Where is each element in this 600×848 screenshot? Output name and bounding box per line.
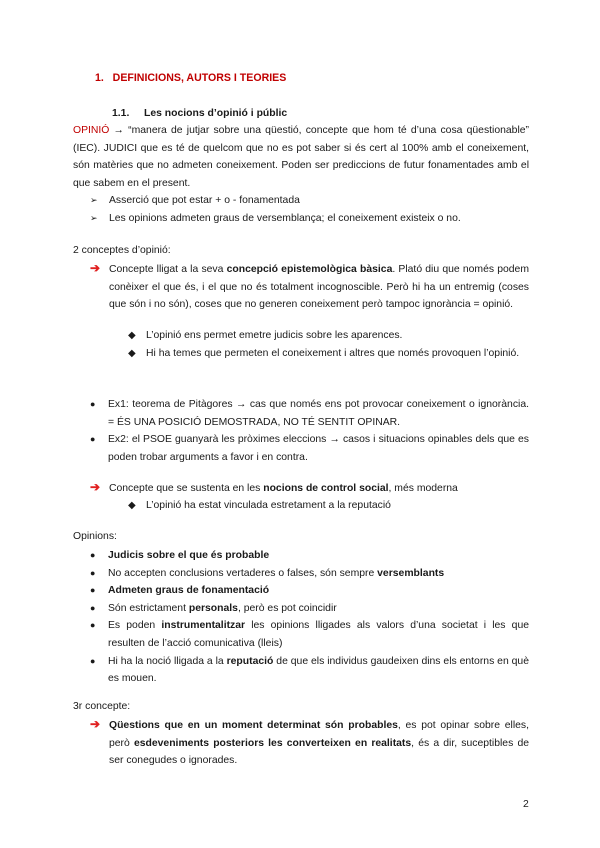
concept3-item — [90, 717, 529, 770]
bullet-icon: ● — [90, 620, 96, 631]
list-item — [90, 600, 529, 618]
list-item — [90, 547, 529, 565]
definition-points — [90, 192, 529, 227]
list-item — [90, 565, 529, 583]
list-item — [128, 497, 529, 515]
bullet-icon: ● — [90, 399, 96, 409]
list-item-text: Les opinions admeten graus de versemblança; el coneixement existeix o no. — [109, 212, 461, 224]
bullet-icon: ● — [90, 434, 96, 445]
concept3-text-bold2: esdeveniments posteriors les converteixen en realitats — [133, 737, 412, 749]
concepts-intro: 2 conceptes d’opinió: — [73, 245, 171, 256]
list-item-text: L’opinió ens permet emetre judicis sobre les aparences. — [146, 330, 403, 341]
diamond-bullet-icon: ◆ — [128, 500, 136, 511]
concept3-block — [90, 717, 529, 770]
list-item-text-pre: No accepten conclusions vertaderes o falses, són sempre — [108, 567, 378, 579]
list-item-text: Ex2: el PSOE guanyarà les pròximes eleccions → casos i situacions opinables dels que es poden trobar arguments a favor i en contra. — [108, 434, 529, 463]
bullet-icon: ● — [90, 550, 96, 560]
bullet-icon: ● — [90, 655, 96, 666]
list-item-text-bold: personals — [188, 602, 238, 614]
list-item-text-post: , però es pot coincidir — [237, 602, 337, 614]
arrowhead-bullet-icon: ➢ — [90, 195, 98, 205]
subsection-number: 1.1. — [112, 108, 130, 119]
list-item-text-post: les opinions lligades als valors d’una societat i les que resulten de l’acció comunicativa (lleis) — [108, 620, 529, 649]
red-arrow-icon: ➔ — [90, 480, 101, 494]
list-item-text: Ex1: teorema de Pitàgores → cas que només ens pot provocar coneixement o ignorància. = ÉS UNA POSICIÓ DEMOSTRADA, NO TÉ SENTIT OPINAR. — [108, 399, 529, 428]
list-item-text-bold: reputació — [226, 655, 274, 667]
section-heading: 1. DEFINICIONS, AUTORS I TEORIES — [95, 72, 287, 84]
red-arrow-icon: ➔ — [90, 261, 101, 275]
concept2-text-bold: nocions de control social — [263, 483, 389, 494]
diamond-bullet-icon: ◆ — [128, 330, 136, 341]
list-item-text: Asserció que pot estar + o - fonamentada — [109, 195, 300, 206]
opinio-term: OPINIÓ — [73, 125, 110, 136]
list-item-text-pre: Hi ha la noció lligada a la — [108, 655, 227, 667]
concept2-text-post: , més moderna — [388, 483, 458, 494]
concept1-block — [90, 261, 529, 314]
concept1-item — [90, 261, 529, 314]
list-item — [90, 431, 529, 466]
list-item — [90, 617, 529, 652]
concept2-item — [90, 480, 529, 498]
concept1-text-post: . Plató diu que només podem conèixer el que és, i el que no és totalment incognoscible. Però hi ha un entremig (coses que són i no són), coses que no generen coneixement però tampoc ignorància = opinió. — [109, 264, 529, 311]
list-item-text-bold: Judicis sobre el que és probable — [108, 550, 270, 561]
bullet-icon: ● — [90, 585, 96, 596]
concept3-intro: 3r concepte: — [73, 701, 131, 712]
list-item-text: Hi ha temes que permeten el coneixement i altres que només provoquen l’opinió. — [146, 347, 520, 359]
bullet-icon: ● — [90, 567, 96, 578]
concept1-subpoints — [128, 327, 529, 362]
opinio-definition-text: “manera de jutjar sobre una qüestió, concepte que hom té d’una cosa qüestionable” (IEC). JUDICI que es té de quelcom que no es pot saber si és cert al 100% amb el coneixement, són matèries que no admeten coneixement. Poden ser prediccions de futur fonamentades amb el que sabem en el present. — [73, 125, 529, 189]
list-item — [90, 210, 529, 228]
examples-list — [90, 396, 529, 466]
list-item-text-pre: Són estrictament — [108, 602, 189, 614]
opinio-definition — [73, 122, 529, 192]
diamond-bullet-icon: ◆ — [128, 347, 136, 359]
opinio-arrow: → — [109, 125, 129, 136]
concept3-text-post: , és a dir, suceptibles de ser conegudes o ignorades. — [109, 737, 529, 767]
list-item-text-pre: Es poden — [108, 620, 162, 632]
concept2-block — [90, 480, 529, 498]
list-item — [128, 345, 529, 363]
list-item-text-bold: instrumentalitzar — [161, 620, 246, 632]
list-item — [90, 192, 529, 210]
list-item — [90, 582, 529, 600]
page-number: 2 — [523, 799, 529, 810]
concept1-text-pre: Concepte lligat a la seva — [109, 264, 227, 275]
subsection-title: Les nocions d’opinió i públic — [144, 108, 288, 119]
bullet-icon: ● — [90, 602, 96, 613]
list-item-text-post: de que els individus gaudeixen dins els entorns en què es mouen. — [108, 655, 529, 685]
concept2-text-pre: Concepte que se sustenta en les — [109, 483, 264, 494]
concept1-text-bold: concepció epistemològica bàsica — [226, 264, 393, 275]
concept3-text-bold1: Qüestions que en un moment determinat són probables — [109, 720, 398, 731]
list-item-text-bold: versemblants — [377, 567, 445, 579]
list-item — [90, 653, 529, 688]
opinions-list — [90, 547, 529, 688]
list-item — [90, 396, 529, 431]
list-item — [128, 327, 529, 345]
list-item-text-bold: Admeten graus de fonamentació — [108, 585, 270, 597]
opinions-intro: Opinions: — [73, 531, 117, 542]
red-arrow-icon: ➔ — [90, 717, 101, 731]
arrowhead-bullet-icon: ➢ — [90, 212, 98, 223]
list-item-text: L’opinió ha estat vinculada estretament a la reputació — [146, 500, 391, 511]
concept2-subpoints — [128, 497, 529, 515]
subsection-heading — [112, 108, 287, 119]
concept3-text-mid: , es pot opinar sobre elles, però — [109, 720, 529, 749]
